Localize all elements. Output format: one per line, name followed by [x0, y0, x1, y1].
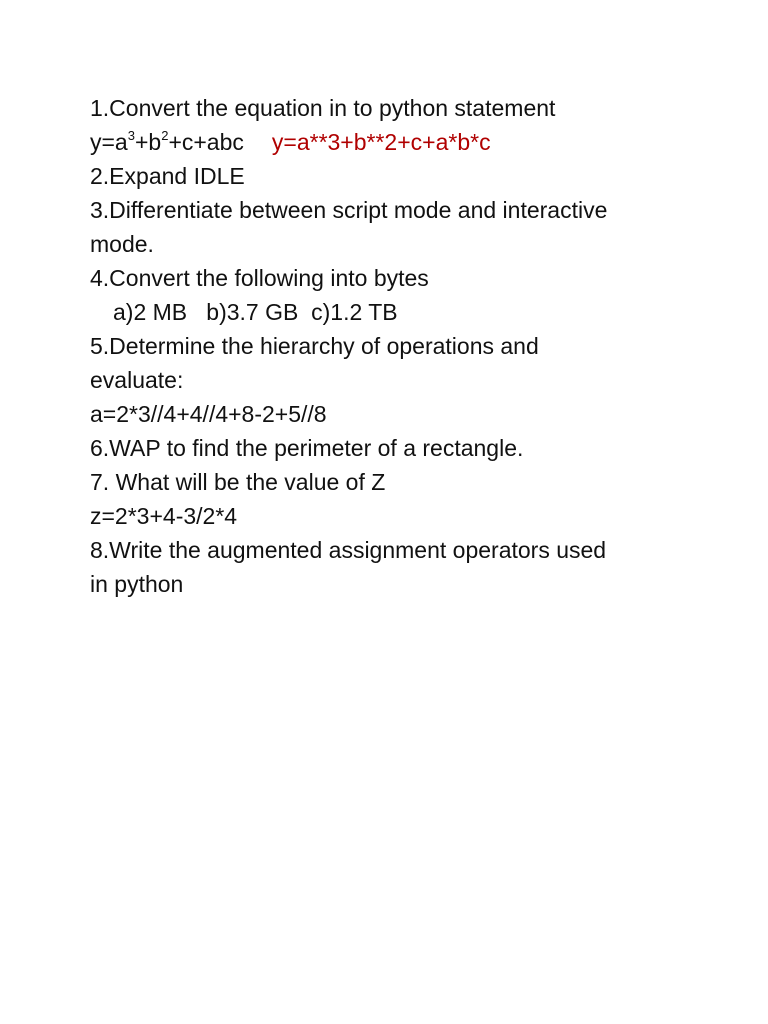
- question-2-text: 2.Expand IDLE: [90, 163, 245, 189]
- equation-b: +b: [134, 129, 162, 155]
- question-8-text-cont: in python: [90, 571, 184, 597]
- question-4-text: 4.Convert the following into bytes: [90, 265, 429, 291]
- question-1-equation-line: [90, 125, 690, 159]
- exponent-3: 3: [127, 128, 135, 143]
- question-4-options: a)2 MB b)3.7 GB c)1.2 TB: [113, 299, 398, 325]
- question-5-text-cont: evaluate:: [90, 367, 184, 393]
- question-8-text: 8.Write the augmented assignment operators used: [90, 537, 607, 563]
- question-7-text: 7. What will be the value of Z: [90, 469, 386, 495]
- question-1-answer: y=a**3+b**2+c+a*b*c: [271, 129, 491, 155]
- exponent-2: 2: [161, 128, 169, 143]
- equation-y: y=a: [90, 129, 128, 155]
- question-1-text: 1.Convert the equation in to python statement: [90, 95, 556, 121]
- question-list: [90, 91, 690, 601]
- question-5-expression: a=2*3//4+4//4+8-2+5//8: [90, 401, 327, 427]
- equation-end: +c+abc: [168, 129, 244, 155]
- question-7-expression: z=2*3+4-3/2*4: [90, 503, 238, 529]
- question-3-text-cont: mode.: [90, 231, 154, 257]
- question-6-text: 6.WAP to find the perimeter of a rectangle.: [90, 435, 524, 461]
- question-5-text: 5.Determine the hierarchy of operations and: [90, 333, 539, 359]
- question-3-text: 3.Differentiate between script mode and interactive: [90, 197, 608, 223]
